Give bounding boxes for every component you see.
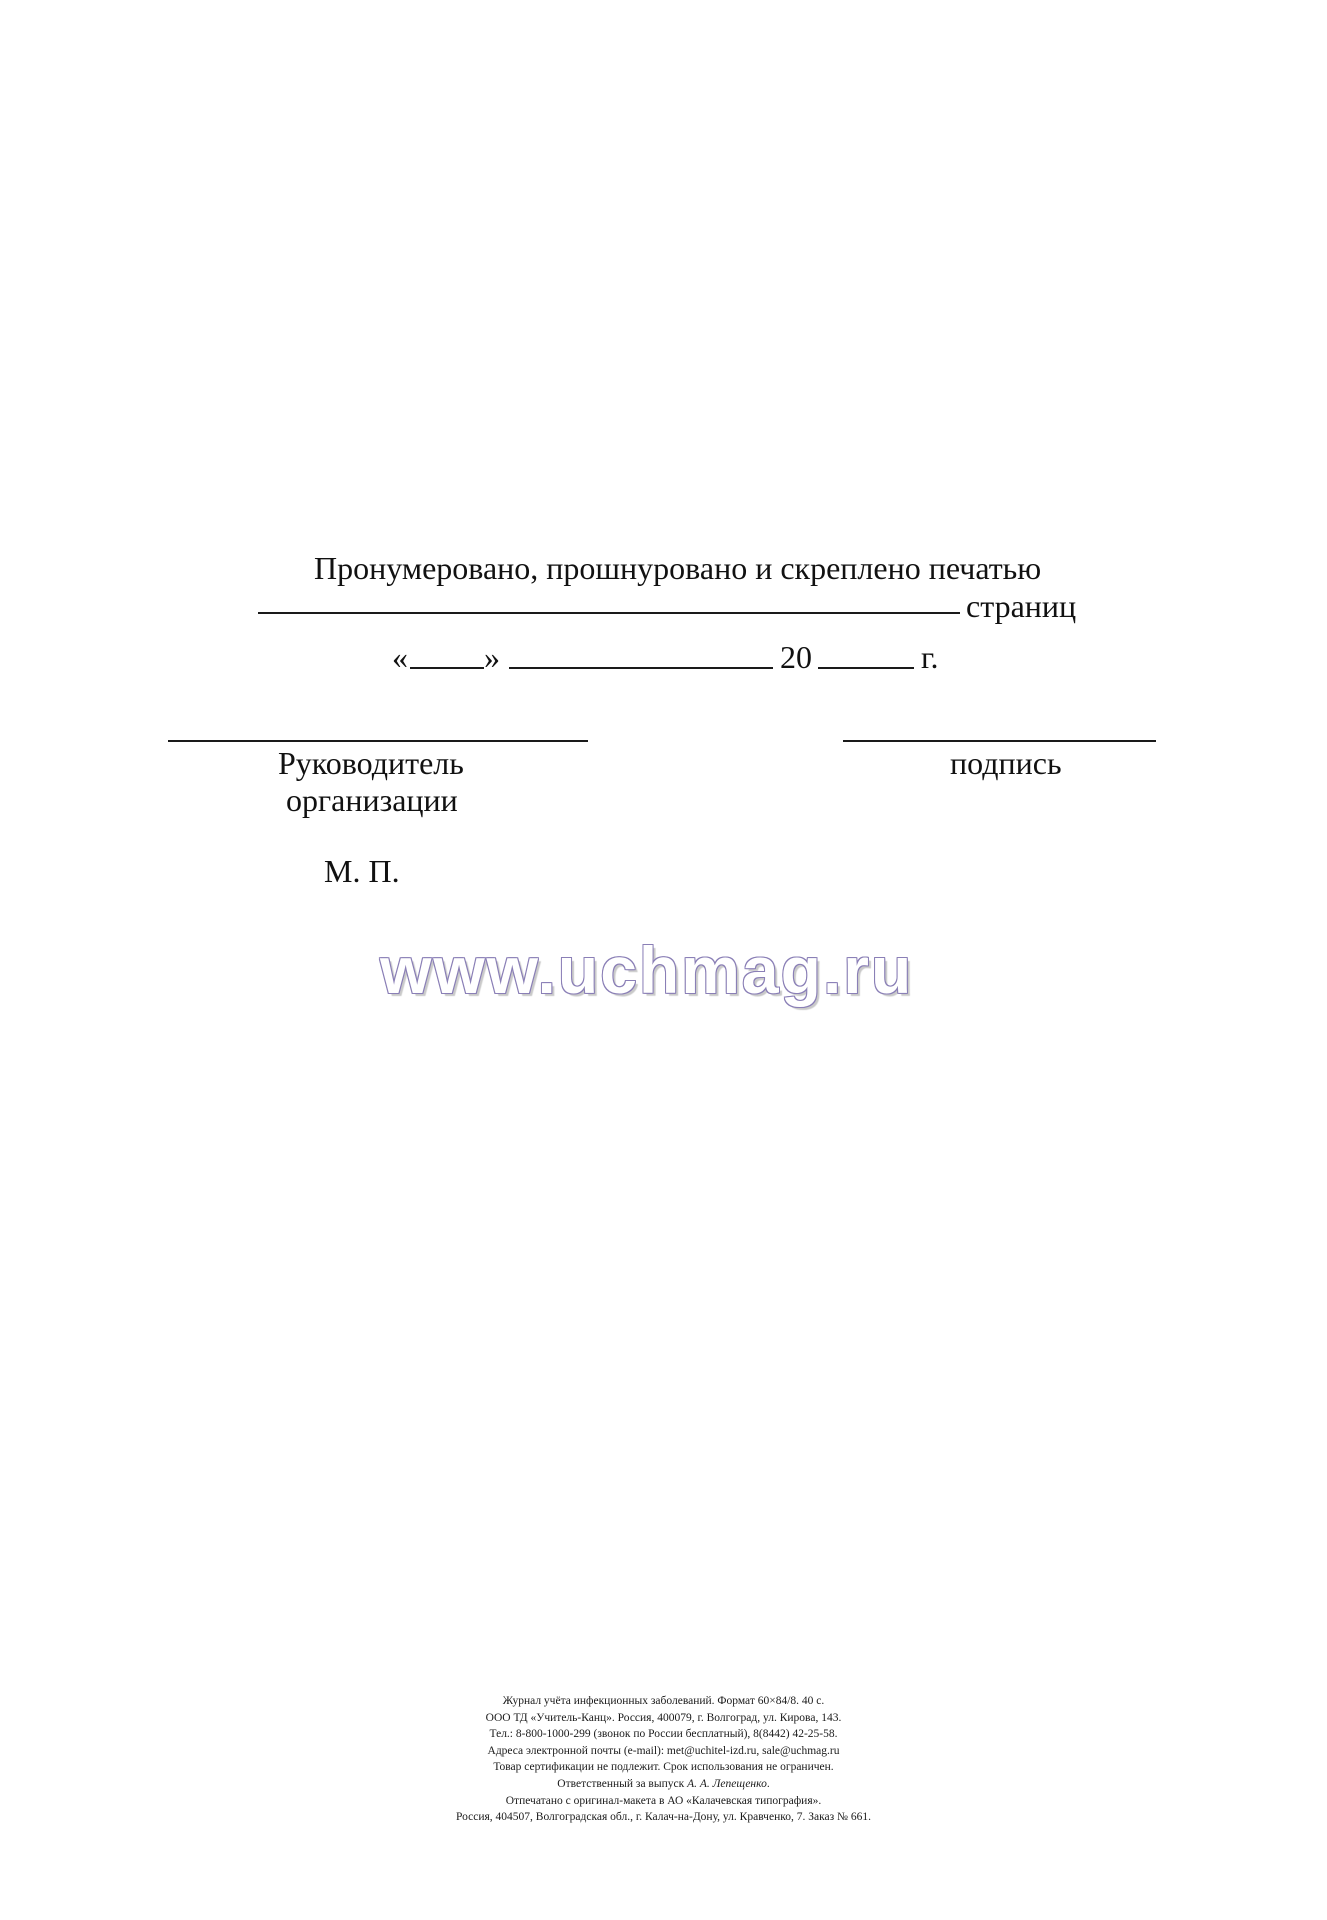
imprint-line: Россия, 404507, Волгоградская обл., г. Калач-на-Дону, ул. Кравченко, 7. Заказ № 661. <box>455 1811 872 1824</box>
date-open-quote: « <box>392 639 408 675</box>
watermark-text: www.uchmag.ru <box>380 933 914 1007</box>
year-line <box>818 667 914 669</box>
head-name-line <box>168 740 588 742</box>
date-close-quote: » <box>484 639 500 675</box>
responsible-prefix: Ответственный за выпуск <box>557 1777 688 1790</box>
month-line <box>509 667 773 669</box>
imprint-block <box>0 1693 1327 1826</box>
stamp-place-label: М. П. <box>324 853 400 889</box>
imprint-line: Адреса электронной почты (e-mail): met@uchitel-izd.ru, sale@uchmag.ru <box>487 1744 840 1757</box>
year-suffix: г. <box>921 639 939 675</box>
imprint-line: Журнал учёта инфекционных заболеваний. Формат 60×84/8. 40 с. <box>502 1695 825 1707</box>
year-prefix: 20 <box>780 639 812 675</box>
imprint-line <box>0 1776 1327 1793</box>
certification-title: Пронумеровано, прошнуровано и скреплено печатью <box>314 550 1042 586</box>
responsible-name: А. А. Лепещенко <box>687 1777 767 1790</box>
imprint-line: Товар сертификации не подлежит. Срок использования не ограничен. <box>493 1761 834 1774</box>
head-label-line2: организации <box>286 782 458 818</box>
imprint-line: ООО ТД «Учитель-Канц». Россия, 400079, г. Волгоград, ул. Кирова, 143. <box>485 1711 842 1724</box>
pages-count-line <box>258 612 960 614</box>
responsible-suffix: . <box>766 1777 770 1790</box>
pages-suffix: страниц <box>966 588 1077 624</box>
imprint-line: Отпечатано с оригинал-макета в АО «Калачевская типография». <box>505 1794 822 1807</box>
day-line <box>410 667 484 669</box>
signature-label: подпись <box>950 745 1062 781</box>
signature-line <box>843 740 1156 742</box>
head-label-line1: Руководитель <box>278 745 464 781</box>
imprint-line: Тел.: 8-800-1000-299 (звонок по России бесплатный), 8(8442) 42-25-58. <box>489 1728 838 1741</box>
